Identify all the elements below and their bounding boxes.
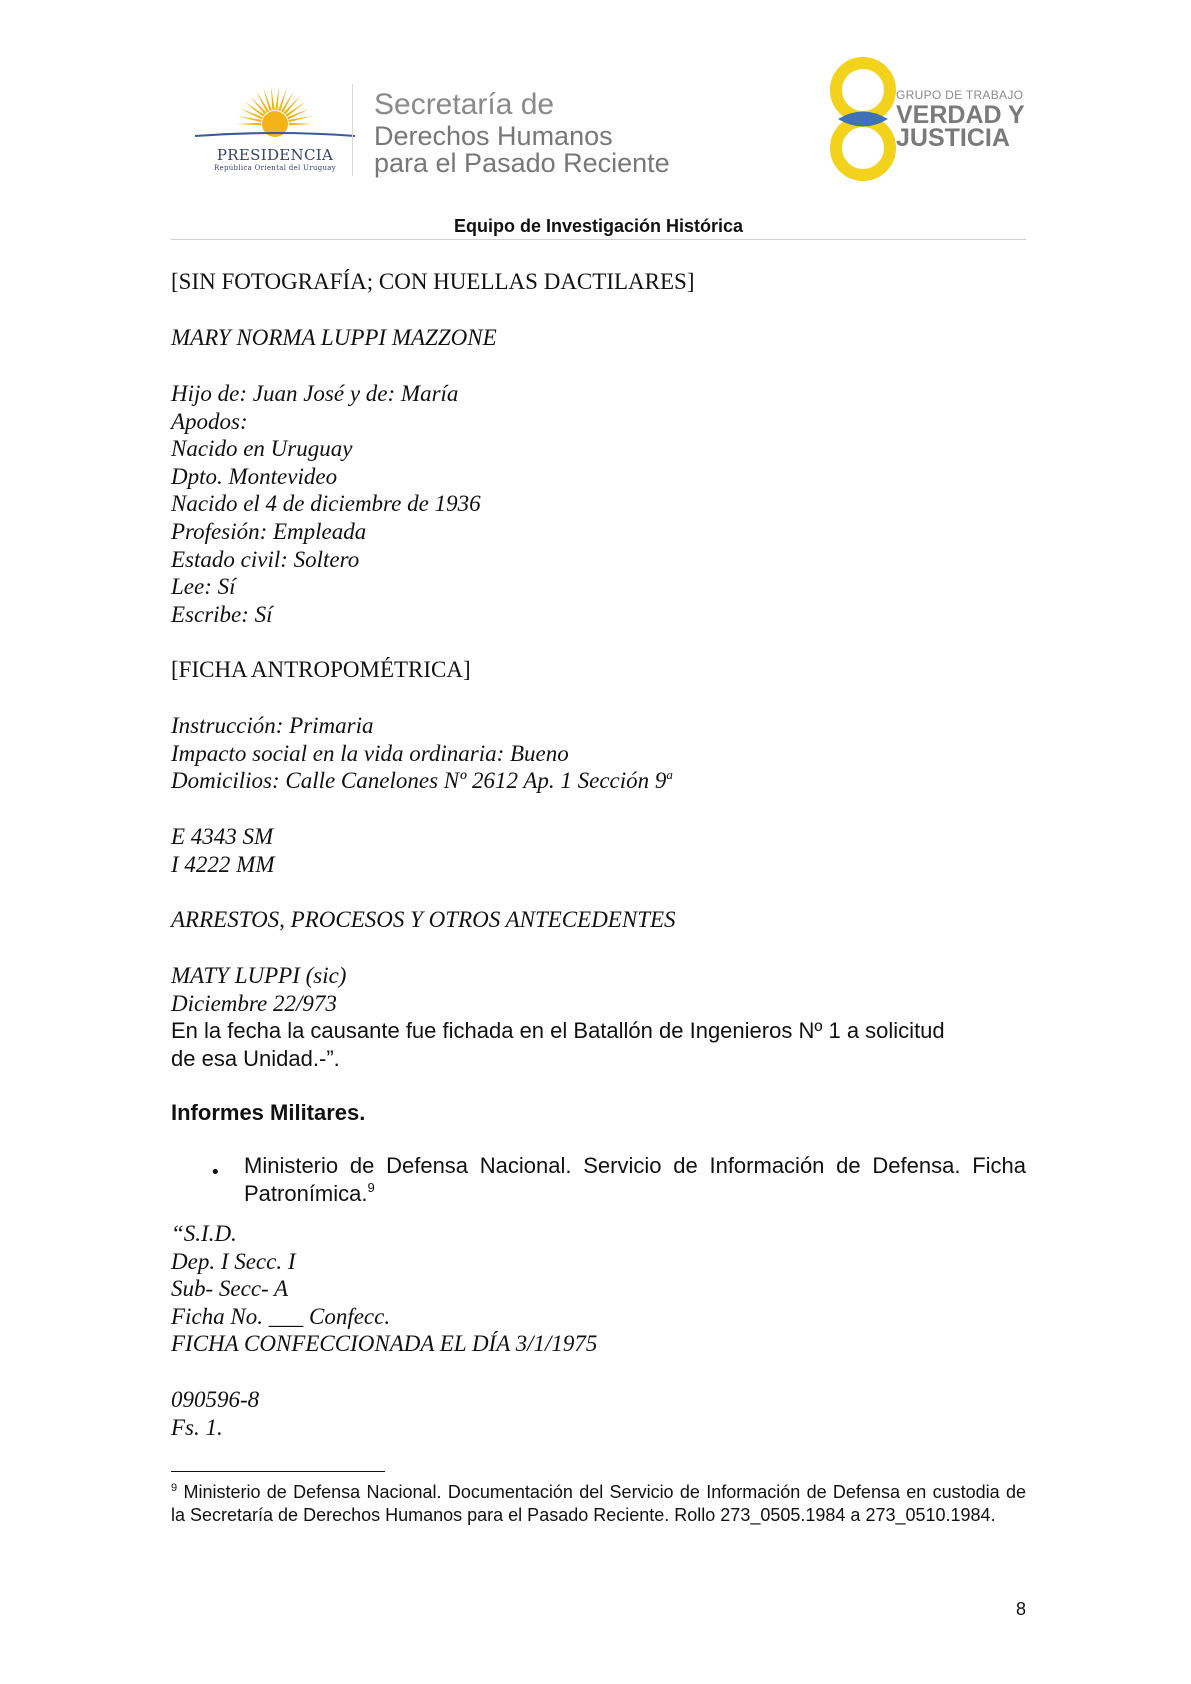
sun-ray	[289, 123, 313, 126]
sun-ray	[271, 86, 275, 110]
header-rule	[171, 239, 1026, 240]
instruccion-line: Instrucción: Primaria	[171, 713, 374, 738]
folio-line: Fs. 1.	[171, 1414, 223, 1440]
sun-ray	[237, 123, 261, 126]
gtvj-line-2: VERDAD Y	[896, 101, 1025, 129]
sun-ray	[275, 86, 279, 110]
running-head: Equipo de Investigación Histórica	[453, 216, 744, 236]
informes-heading: Informes Militares.	[171, 1100, 366, 1125]
alias-line: MATY LUPPI (sic)	[171, 963, 347, 988]
subject-name: MARY NORMA LUPPI MAZZONE	[171, 325, 497, 350]
sun-ray	[240, 109, 262, 120]
personal-line: Hijo de: Juan José y de: María	[171, 381, 459, 406]
photo-note: [SIN FOTOGRAFÍA; CON HUELLAS DACTILARES]	[171, 269, 695, 294]
sid-line: “S.I.D.	[171, 1221, 237, 1246]
domicilio-superscript: a	[666, 767, 673, 783]
personal-line: Nacido el 4 de diciembre de 1936	[171, 491, 481, 517]
bullet-text: Ministerio de Defensa Nacional. Servicio de Información de Defensa. Ficha Patronímica.	[244, 1153, 1026, 1206]
entry-line: de esa Unidad.-”.	[171, 1045, 340, 1071]
entry-line: En la fecha la causante fue fichada en el Batallón de Ingenieros Nº 1 a solicitud	[171, 1018, 945, 1044]
code-line: E 4343 SM	[171, 824, 274, 849]
personal-line: Dpto. Montevideo	[171, 463, 338, 489]
gtvj-line-1: GRUPO DE TRABAJO	[896, 88, 1024, 102]
secretaria-line-1: Secretaría de	[374, 88, 555, 121]
personal-line: Nacido en Uruguay	[171, 436, 353, 462]
ficha-note: [FICHA ANTROPOMÉTRICA]	[171, 657, 471, 682]
secretaria-line-2: Derechos Humanos	[374, 121, 613, 151]
footnote	[171, 1481, 1026, 1527]
sun-ray	[287, 109, 310, 120]
footnote-rule	[171, 1471, 385, 1472]
page-number: 8	[1015, 1599, 1026, 1619]
personal-line: Profesión: Empleada	[171, 519, 367, 544]
footnote-text: Ministerio de Defensa Nacional. Documentación del Servicio de Información de Defensa en custodia de la Secretaría de Derechos Humanos para el Pasado Reciente. Rollo 273_0505.1984 a 273_0510.1984.	[171, 1482, 1026, 1525]
sid-line: FICHA CONFECCIONADA EL DÍA 3/1/1975	[171, 1331, 598, 1357]
header-divider	[352, 84, 353, 176]
bullet-icon: •	[210, 1162, 221, 1183]
sid-line: Dep. I Secc. I	[171, 1248, 296, 1274]
impacto-line: Impacto social en la vida ordinaria: Bueno	[171, 740, 569, 766]
domicilio-line	[171, 767, 673, 795]
fecha-line: Diciembre 22/973	[171, 990, 337, 1016]
personal-line: Lee: Sí	[171, 574, 236, 600]
folio-line: 090596-8	[171, 1387, 260, 1412]
footnote-ref[interactable]: 9	[367, 1180, 375, 1195]
personal-line: Escribe: Sí	[171, 601, 273, 627]
gtvj-line-3: JUSTICIA	[896, 124, 1010, 152]
bullet-item	[244, 1152, 1026, 1208]
arrestos-heading: ARRESTOS, PROCESOS Y OTROS ANTECEDENTES	[171, 907, 676, 932]
sid-line: Ficha No. ___ Confecc.	[171, 1303, 391, 1329]
code-line: I 4222 MM	[171, 851, 275, 877]
personal-line: Apodos:	[171, 408, 248, 434]
presidencia-subtitle: República Oriental del Uruguay	[213, 164, 337, 172]
footnote-number: 9	[171, 1482, 178, 1494]
domicilio-text: Domicilios: Calle Canelones Nº 2612 Ap. 1 Sección 9	[171, 768, 667, 794]
personal-line: Estado civil: Soltero	[171, 546, 360, 572]
secretaria-line-3: para el Pasado Reciente	[374, 148, 670, 178]
presidencia-wordmark: PRESIDENCIA	[216, 146, 334, 164]
sid-line: Sub- Secc- A	[171, 1276, 289, 1302]
